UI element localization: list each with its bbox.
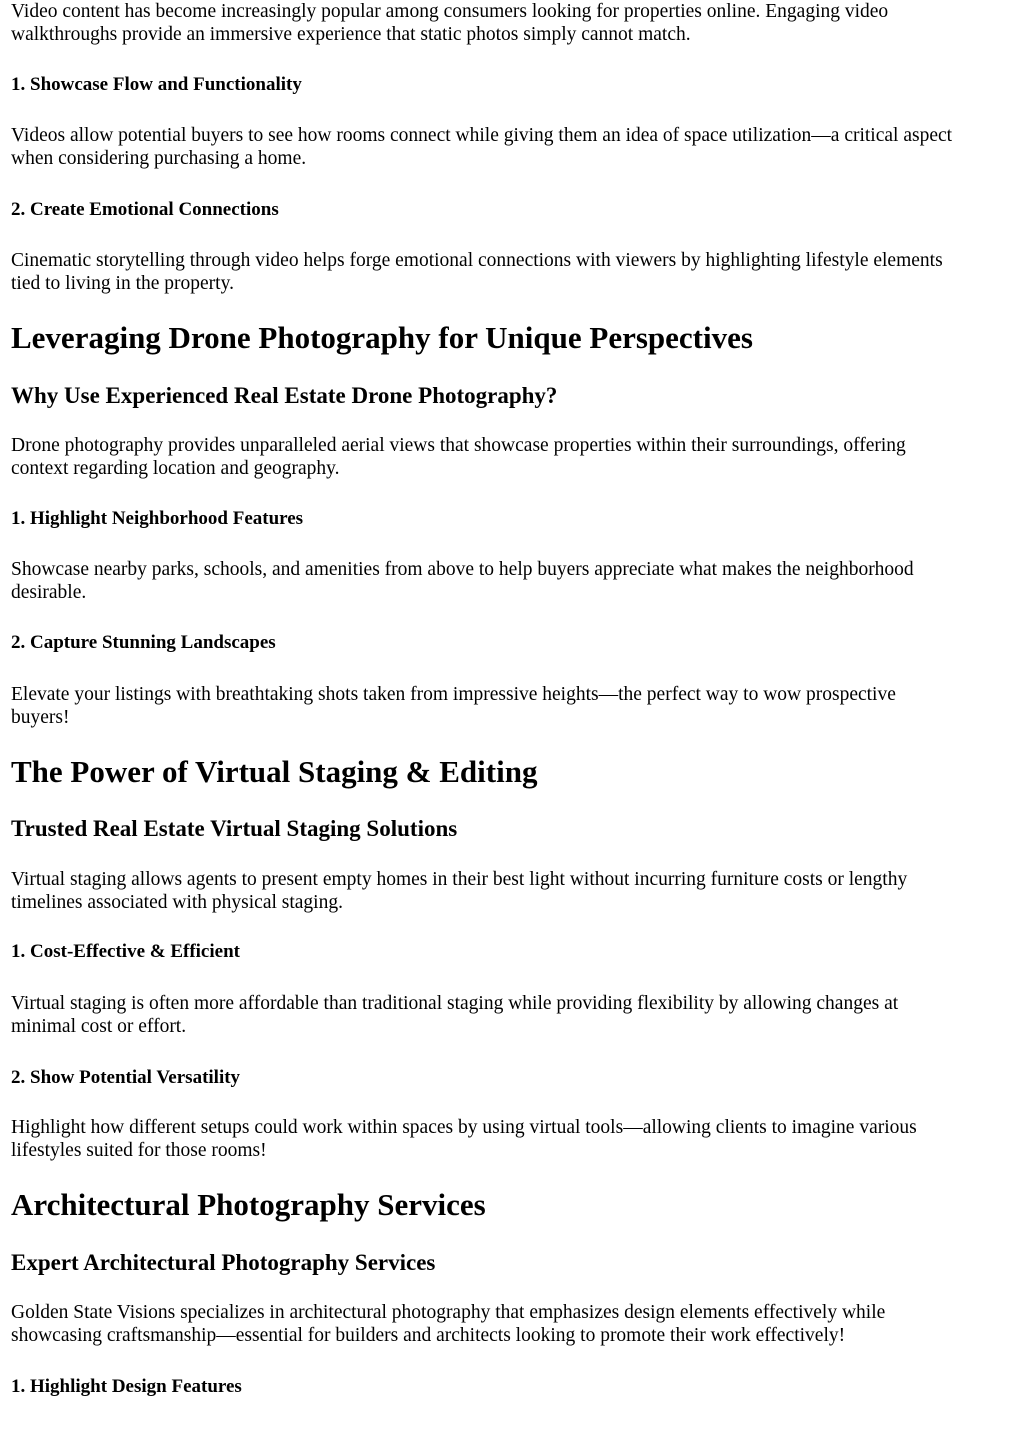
showcase-flow-line-2: when considering purchasing a home. <box>11 148 307 169</box>
drone-intro-line-1: Drone photography provides unparalleled aerial views that showcase properties within their surroundings, offering <box>11 435 906 456</box>
neighborhood-features-line-2: desirable. <box>11 582 87 603</box>
neighborhood-features-paragraph <box>11 558 914 604</box>
video-intro-line-1: Video content has become increasingly popular among consumers looking for properties online. Engaging video <box>11 1 889 22</box>
video-intro-paragraph <box>11 0 888 46</box>
architectural-intro-line-1: Golden State Visions specializes in architectural photography that emphasizes design elements effectively while <box>11 1302 886 1323</box>
drone-intro-paragraph <box>11 434 906 480</box>
cost-effective-line-2: minimal cost or effort. <box>11 1016 187 1037</box>
stunning-landscapes-line-2: buyers! <box>11 707 70 728</box>
neighborhood-features-line-1: Showcase nearby parks, schools, and amenities from above to help buyers appreciate what makes the neighborhood <box>11 559 914 580</box>
design-features-heading: 1. Highlight Design Features <box>11 1376 242 1397</box>
versatility-heading: 2. Show Potential Versatility <box>11 1067 241 1088</box>
versatility-line-1: Highlight how different setups could work within spaces by using virtual tools—allowing clients to imagine various <box>11 1117 917 1138</box>
drone-section-title: Leveraging Drone Photography for Unique Perspectives <box>11 320 753 355</box>
emotional-connections-line-2: tied to living in the property. <box>11 273 234 294</box>
drone-intro-line-2: context regarding location and geography. <box>11 458 340 479</box>
architectural-section-subtitle: Expert Architectural Photography Services <box>11 1250 436 1275</box>
emotional-connections-heading: 2. Create Emotional Connections <box>11 199 279 220</box>
architectural-intro-line-2: showcasing craftsmanship—essential for builders and architects looking to promote their work effectively! <box>11 1325 846 1346</box>
staging-intro-paragraph <box>11 868 907 914</box>
versatility-paragraph <box>11 1116 917 1162</box>
staging-section-subtitle: Trusted Real Estate Virtual Staging Solutions <box>11 816 458 841</box>
neighborhood-features-heading: 1. Highlight Neighborhood Features <box>11 508 304 529</box>
video-intro-line-2: walkthroughs provide an immersive experience that static photos simply cannot match. <box>11 24 691 45</box>
versatility-line-2: lifestyles suited for those rooms! <box>11 1140 267 1161</box>
drone-section-subtitle: Why Use Experienced Real Estate Drone Photography? <box>11 383 558 408</box>
staging-section-title: The Power of Virtual Staging & Editing <box>11 754 538 789</box>
cost-effective-heading: 1. Cost-Effective & Efficient <box>11 941 240 962</box>
cost-effective-paragraph <box>11 992 898 1038</box>
architectural-section-title: Architectural Photography Services <box>11 1187 486 1222</box>
showcase-flow-paragraph <box>11 124 952 170</box>
staging-intro-line-2: timelines associated with physical staging. <box>11 892 343 913</box>
cost-effective-line-1: Virtual staging is often more affordable than traditional staging while providing flexibility by allowing changes at <box>11 993 899 1014</box>
showcase-flow-line-1: Videos allow potential buyers to see how rooms connect while giving them an idea of space utilization—a critical aspect <box>11 125 953 146</box>
staging-intro-line-1: Virtual staging allows agents to present empty homes in their best light without incurring furniture costs or lengthy <box>11 869 908 890</box>
showcase-flow-heading: 1. Showcase Flow and Functionality <box>11 74 302 95</box>
stunning-landscapes-paragraph <box>11 683 896 729</box>
emotional-connections-paragraph <box>11 249 943 295</box>
stunning-landscapes-heading: 2. Capture Stunning Landscapes <box>11 632 276 653</box>
stunning-landscapes-line-1: Elevate your listings with breathtaking shots taken from impressive heights—the perfect way to wow prospective <box>11 684 896 705</box>
architectural-intro-paragraph <box>11 1301 885 1347</box>
emotional-connections-line-1: Cinematic storytelling through video helps forge emotional connections with viewers by highlighting lifestyle elements <box>11 250 943 271</box>
